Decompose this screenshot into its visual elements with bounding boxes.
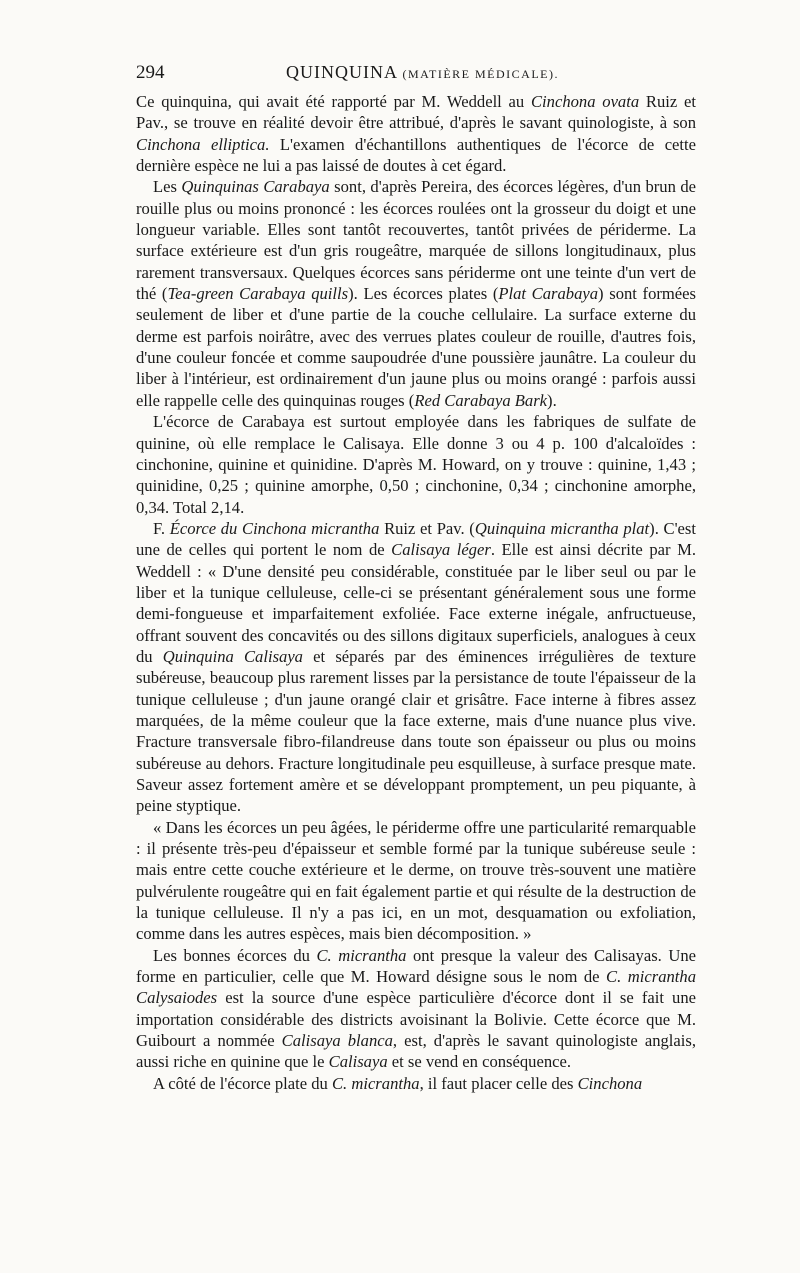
text-run: Ce quinquina, qui avait été rapporté par M. Weddell au: [136, 92, 531, 111]
italic-text: Cinchona elliptica.: [136, 134, 270, 154]
page-header: [136, 62, 696, 90]
text-run: sont, d'après Pereira, des écorces légères, d'un brun de rouille plus ou moins prononcé : les écorces roulées ont la grosseur du doigt et une longueur variable. Elles sont tantôt recouvertes, tantôt privées de périderme. La surface extérieure est d'un gris rougeâtre, marquée de sillons longitudinaux, plus rarement transversaux. Quelques écorces sans périderme ont une teinte d'un vert de thé (: [136, 177, 697, 304]
text-run: F.: [153, 518, 170, 538]
paragraph: [136, 1073, 696, 1094]
running-title: [286, 62, 559, 83]
italic-text: Quinquinas Carabaya: [181, 177, 330, 197]
text-run: , il faut placer celle des: [419, 1073, 578, 1093]
text-run: ). Les écorces plates (: [348, 284, 499, 304]
paragraph: [136, 518, 696, 817]
italic-text: Quinquina micrantha plat: [474, 518, 650, 538]
paragraph: [136, 817, 696, 945]
text-run: Ruiz et Pav. (: [379, 518, 475, 538]
paragraph: [136, 176, 696, 411]
italic-text: Calisaya: [328, 1052, 388, 1072]
italic-text: Red Carabaya Bark: [414, 390, 548, 410]
paragraph: [136, 91, 696, 176]
text-run: Les: [153, 177, 182, 197]
text-run: Ruiz et Pav., se trouve en réalité devoir être attribué, d'après le savant quinologiste, à son: [136, 92, 696, 133]
page-number: 294: [136, 62, 165, 83]
text-run: est la source d'une espèce particulière d'écorce dont il se fait une importation considérable des districts avoisinant la Bolivie. Cette écorce que M. Guibourt a nommée: [136, 988, 696, 1051]
italic-text: Calisaya léger: [391, 540, 491, 560]
text-run: ont presque la valeur des Calisayas. Une forme en particulier, celle que M. Howard désigne sous le nom de: [136, 945, 696, 987]
paragraph: [136, 945, 696, 1073]
italic-text: C. micrantha Calysaiodes: [136, 967, 696, 1008]
italic-text: Calisaya blanca: [281, 1031, 393, 1051]
text-run: et séparés par des éminences irrégulières de texture subéreuse, beaucoup plus rarement lisses par la persistance de toute l'épaisseur de la tunique celluleuse ; d'un jaune orangé clair et grisâtre. Face interne à fibres assez marquées, de la même couleur que la face externe, mais d'une nuance plus vive. Fracture transversale fibro-filandreuse dans toute son épaisseur ou plus ou moins subéreuse au dehors. Fracture longitudinale peu esquilleuse, à surface presque mate. Saveur assez fortement amère et se développant promptement, un peu piquante, à peine styptique.: [136, 646, 696, 816]
text-run: ). C'est une de celles qui portent le nom de: [136, 518, 696, 560]
text-run: , est, d'après le savant quinologiste anglais, aussi riche en quinine que le: [136, 1031, 696, 1072]
italic-text: C. micrantha: [331, 1073, 420, 1093]
text-run: « Dans les écorces un peu âgées, le périderme offre une particularité remarquable : il présente très-peu d'épaisseur et semble formé par la tunique subéreuse seule : mais entre cette couche extérieure et le derme, on trouve très-souvent une matière pulvérulente rougeâtre qui en fait également partie et qui résulte de la destruction de la tunique celluleuse. Il n'y a pas ici, en un mot, desquamation ou exfoliation, comme dans les autres espèces, mais bien décomposition. »: [136, 817, 696, 944]
italic-text: Quinquina Calisaya: [162, 646, 303, 666]
italic-text: C. micrantha: [316, 945, 407, 965]
paragraph: [136, 411, 696, 518]
running-title-subtitle: (MATIÈRE MÉDICALE).: [402, 67, 559, 81]
body-text: [136, 91, 696, 1094]
italic-text: Cinchona: [577, 1073, 643, 1093]
text-run: Les bonnes écorces du: [153, 945, 317, 965]
text-run: L'examen d'échantillons authentiques de l'écorce de cette dernière espèce ne lui a pas laissé de doutes à cet égard.: [136, 134, 697, 176]
text-run: et se vend en conséquence.: [387, 1052, 572, 1072]
italic-text: Écorce du Cinchona micrantha: [169, 518, 380, 538]
text-run: ).: [547, 390, 557, 410]
text-run: ) sont formées seulement de liber et d'une partie de la couche cellulaire. La surface externe du derme est parfois noirâtre, avec des verrues plates couleur de rouille, d'autres fois, d'une couleur foncée et comme saupoudrée d'une poussière jaunâtre. La couleur du liber à l'intérieur, est ordinairement d'un jaune plus ou moins orangé : parfois aussi elle rappelle celle des quinquinas rouges (: [136, 284, 696, 410]
italic-text: Cinchona ovata: [530, 92, 640, 111]
text-run: L'écorce de Carabaya est surtout employée dans les fabriques de sulfate de quinine, où elle remplace le Calisaya. Elle donne 3 ou 4 p. 100 d'alcaloïdes : cinchonine, quinine et quinidine. D'après M. Howard, on y trouve : quinine, 1,43 ; quinidine, 0,25 ; quinine amorphe, 0,50 ; cinchonine, 0,34 ; cinchonine amorphe, 0,34. Total 2,14.: [136, 412, 696, 517]
italic-text: Plat Carabaya: [498, 284, 599, 304]
text-run: . Elle est ainsi décrite par M. Weddell : « D'une densité peu considérable, constituée par le liber seul ou par le liber et la tunique celluleuse, celle-ci se présentant généralement sous une forme demi-fongueuse et imparfaitement exfoliée. Face externe inégale, anfructueuse, offrant souvent des concavités ou des sillons digitaux superficiels, analogues à ceux du: [136, 540, 696, 666]
italic-text: Tea-green Carabaya quills: [167, 284, 349, 304]
text-run: A côté de l'écorce plate du: [153, 1073, 332, 1093]
running-title-main: QUINQUINA: [286, 62, 397, 82]
